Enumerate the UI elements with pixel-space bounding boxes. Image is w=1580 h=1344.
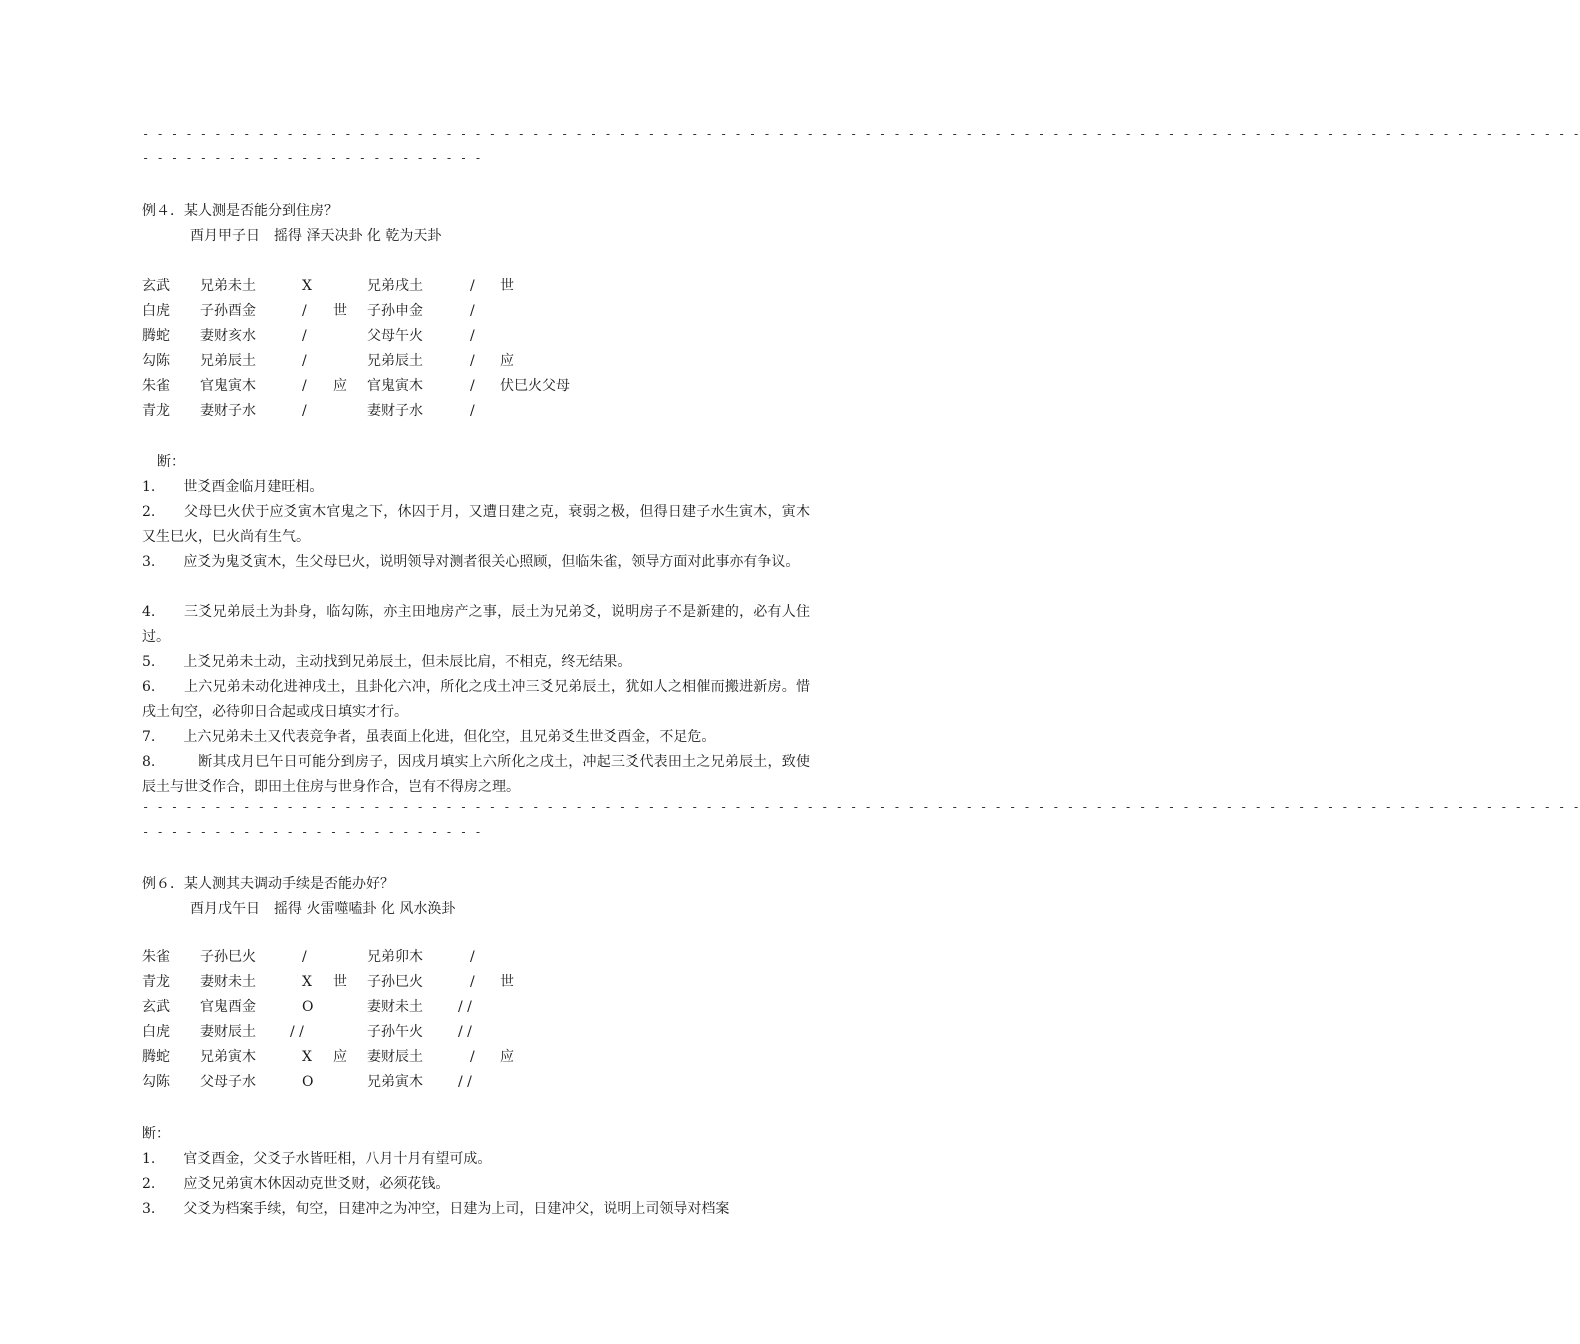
main-line-cell: 官鬼酉金 — [200, 999, 256, 1015]
line-symbol-cell: / — [470, 949, 475, 965]
note-cell: 世 — [500, 278, 514, 294]
six-spirit-cell: 腾蛇 — [142, 1049, 170, 1065]
example-subtitle: 酉月戊午日 摇得 火雷噬嗑卦 化 风水涣卦 — [190, 901, 456, 917]
changed-line-cell: 妻财辰土 — [367, 1049, 423, 1065]
judgement-item: 6. 上六兄弟未动化进神戌土，且卦化六冲，所化之戌土冲三爻兄弟辰土，犹如人之相催而搬进新房。惜戌土旬空，必待卯日合起或戌日填实才行。 — [142, 679, 810, 720]
judgement-item: 1. 世爻酉金临月建旺相。 — [142, 479, 324, 495]
main-line-cell: 兄弟寅木 — [200, 1049, 256, 1065]
line-symbol-cell: / — [302, 303, 307, 319]
main-line-cell: 妻财子水 — [200, 403, 256, 419]
separator-line: - - - - - - - - - - - - - - - - - - - - - - - - — [142, 825, 482, 839]
line-symbol-cell: / — [302, 949, 307, 965]
main-line-cell: 父母子水 — [200, 1074, 256, 1090]
changed-line-cell: 父母午火 — [367, 328, 423, 344]
line-symbol-cell: / / — [458, 999, 472, 1015]
line-symbol-cell: / / — [458, 1074, 472, 1090]
six-spirit-cell: 白虎 — [142, 1024, 170, 1040]
judgement-item: 3. 父爻为档案手续，旬空，日建冲之为冲空，日建为上司，日建冲父，说明上司领导对档案 — [142, 1201, 730, 1217]
separator-line: - - - - - - - - - - - - - - - - - - - - - - - - - - - - - - - - - - - - - - - - - - - - - - - - - - - - - - - - - - - - - - - - - - - - - - - - - - - - - - - - - - - - - - - - - - - - - - - - - - - - — [142, 127, 1580, 141]
changed-line-cell: 子孙申金 — [367, 303, 423, 319]
line-symbol-cell: X — [302, 1049, 312, 1065]
line-symbol-cell: / — [470, 378, 475, 394]
changed-line-cell: 兄弟寅木 — [367, 1074, 423, 1090]
changed-line-cell: 兄弟卯木 — [367, 949, 423, 965]
changed-line-cell: 子孙巳火 — [367, 974, 423, 990]
six-spirit-cell: 玄武 — [142, 278, 170, 294]
line-symbol-cell: X — [302, 278, 312, 294]
main-line-cell: 子孙巳火 — [200, 949, 256, 965]
changed-line-cell: 子孙午火 — [367, 1024, 423, 1040]
main-line-cell: 兄弟辰土 — [200, 353, 256, 369]
changed-line-cell: 妻财子水 — [367, 403, 423, 419]
line-symbol-cell: / — [470, 303, 475, 319]
note-cell: 伏巳火父母 — [500, 378, 570, 394]
line-symbol-cell: / — [470, 353, 475, 369]
judgement-item: 4. 三爻兄弟辰土为卦身，临勾陈，亦主田地房产之事，辰土为兄弟爻，说明房子不是新建的，必有人住过。 — [142, 604, 810, 645]
position-mark-cell: 应 — [333, 378, 347, 394]
judgement-item: 2. 应爻兄弟寅木休因动克世爻财，必须花钱。 — [142, 1176, 450, 1192]
line-symbol-cell: / — [470, 328, 475, 344]
separator-line: - - - - - - - - - - - - - - - - - - - - - - - - — [142, 151, 482, 165]
separator-line: - - - - - - - - - - - - - - - - - - - - - - - - - - - - - - - - - - - - - - - - - - - - - - - - - - - - - - - - - - - - - - - - - - - - - - - - - - - - - - - - - - - - - - - - - - - - - - - - - - - - — [142, 800, 1580, 814]
line-symbol-cell: / — [470, 278, 475, 294]
example-subtitle: 酉月甲子日 摇得 泽天决卦 化 乾为天卦 — [190, 228, 442, 244]
changed-line-cell: 官鬼寅木 — [367, 378, 423, 394]
judgement-item: 7. 上六兄弟未土又代表竞争者，虽表面上化进，但化空，且兄弟爻生世爻酉金，不足危。 — [142, 729, 716, 745]
main-line-cell: 子孙酉金 — [200, 303, 256, 319]
line-symbol-cell: X — [302, 974, 312, 990]
judgement-item: 3. 应爻为鬼爻寅木，生父母巳火，说明领导对测者很关心照顾，但临朱雀，领导方面对此事亦有争议。 — [142, 554, 800, 570]
main-line-cell: 兄弟未土 — [200, 278, 256, 294]
judgement-item: 8. 断其戌月巳午日可能分到房子，因戌月填实上六所化之戌土，冲起三爻代表田土之兄弟辰土，致使辰土与世爻作合，即田土住房与世身作合，岂有不得房之理。 — [142, 754, 810, 795]
changed-line-cell: 兄弟戌土 — [367, 278, 423, 294]
example-title: 例６．某人测其夫调动手续是否能办好？ — [142, 876, 394, 892]
main-line-cell: 妻财未土 — [200, 974, 256, 990]
position-mark-cell: 世 — [333, 974, 347, 990]
note-cell: 世 — [500, 974, 514, 990]
line-symbol-cell: / — [302, 378, 307, 394]
judgement-item: 5. 上爻兄弟未土动，主动找到兄弟辰土，但未辰比肩，不相克，终无结果。 — [142, 654, 632, 670]
six-spirit-cell: 腾蛇 — [142, 328, 170, 344]
position-mark-cell: 应 — [333, 1049, 347, 1065]
changed-line-cell: 妻财未土 — [367, 999, 423, 1015]
six-spirit-cell: 青龙 — [142, 974, 170, 990]
line-symbol-cell: / — [470, 1049, 475, 1065]
six-spirit-cell: 白虎 — [142, 303, 170, 319]
line-symbol-cell: / / — [290, 1024, 304, 1040]
six-spirit-cell: 勾陈 — [142, 353, 170, 369]
main-line-cell: 妻财亥水 — [200, 328, 256, 344]
judgement-item: 2. 父母巳火伏于应爻寅木官鬼之下，休囚于月，又遭日建之克，衰弱之极，但得日建子水生寅木，寅木又生巳火，巳火尚有生气。 — [142, 504, 810, 545]
judgement-label: 断： — [157, 454, 185, 470]
main-line-cell: 妻财辰土 — [200, 1024, 256, 1040]
six-spirit-cell: 朱雀 — [142, 378, 170, 394]
line-symbol-cell: / — [302, 328, 307, 344]
position-mark-cell: 世 — [333, 303, 347, 319]
note-cell: 应 — [500, 1049, 514, 1065]
line-symbol-cell: / — [470, 974, 475, 990]
six-spirit-cell: 朱雀 — [142, 949, 170, 965]
line-symbol-cell: / — [302, 403, 307, 419]
main-line-cell: 官鬼寅木 — [200, 378, 256, 394]
six-spirit-cell: 玄武 — [142, 999, 170, 1015]
line-symbol-cell: / — [302, 353, 307, 369]
judgement-label: 断： — [142, 1126, 170, 1142]
line-symbol-cell: O — [302, 999, 314, 1015]
note-cell: 应 — [500, 353, 514, 369]
changed-line-cell: 兄弟辰土 — [367, 353, 423, 369]
example-title: 例４．某人测是否能分到住房？ — [142, 203, 338, 219]
line-symbol-cell: O — [302, 1074, 314, 1090]
six-spirit-cell: 勾陈 — [142, 1074, 170, 1090]
line-symbol-cell: / / — [458, 1024, 472, 1040]
six-spirit-cell: 青龙 — [142, 403, 170, 419]
judgement-item: 1. 官爻酉金，父爻子水皆旺相，八月十月有望可成。 — [142, 1151, 492, 1167]
line-symbol-cell: / — [470, 403, 475, 419]
